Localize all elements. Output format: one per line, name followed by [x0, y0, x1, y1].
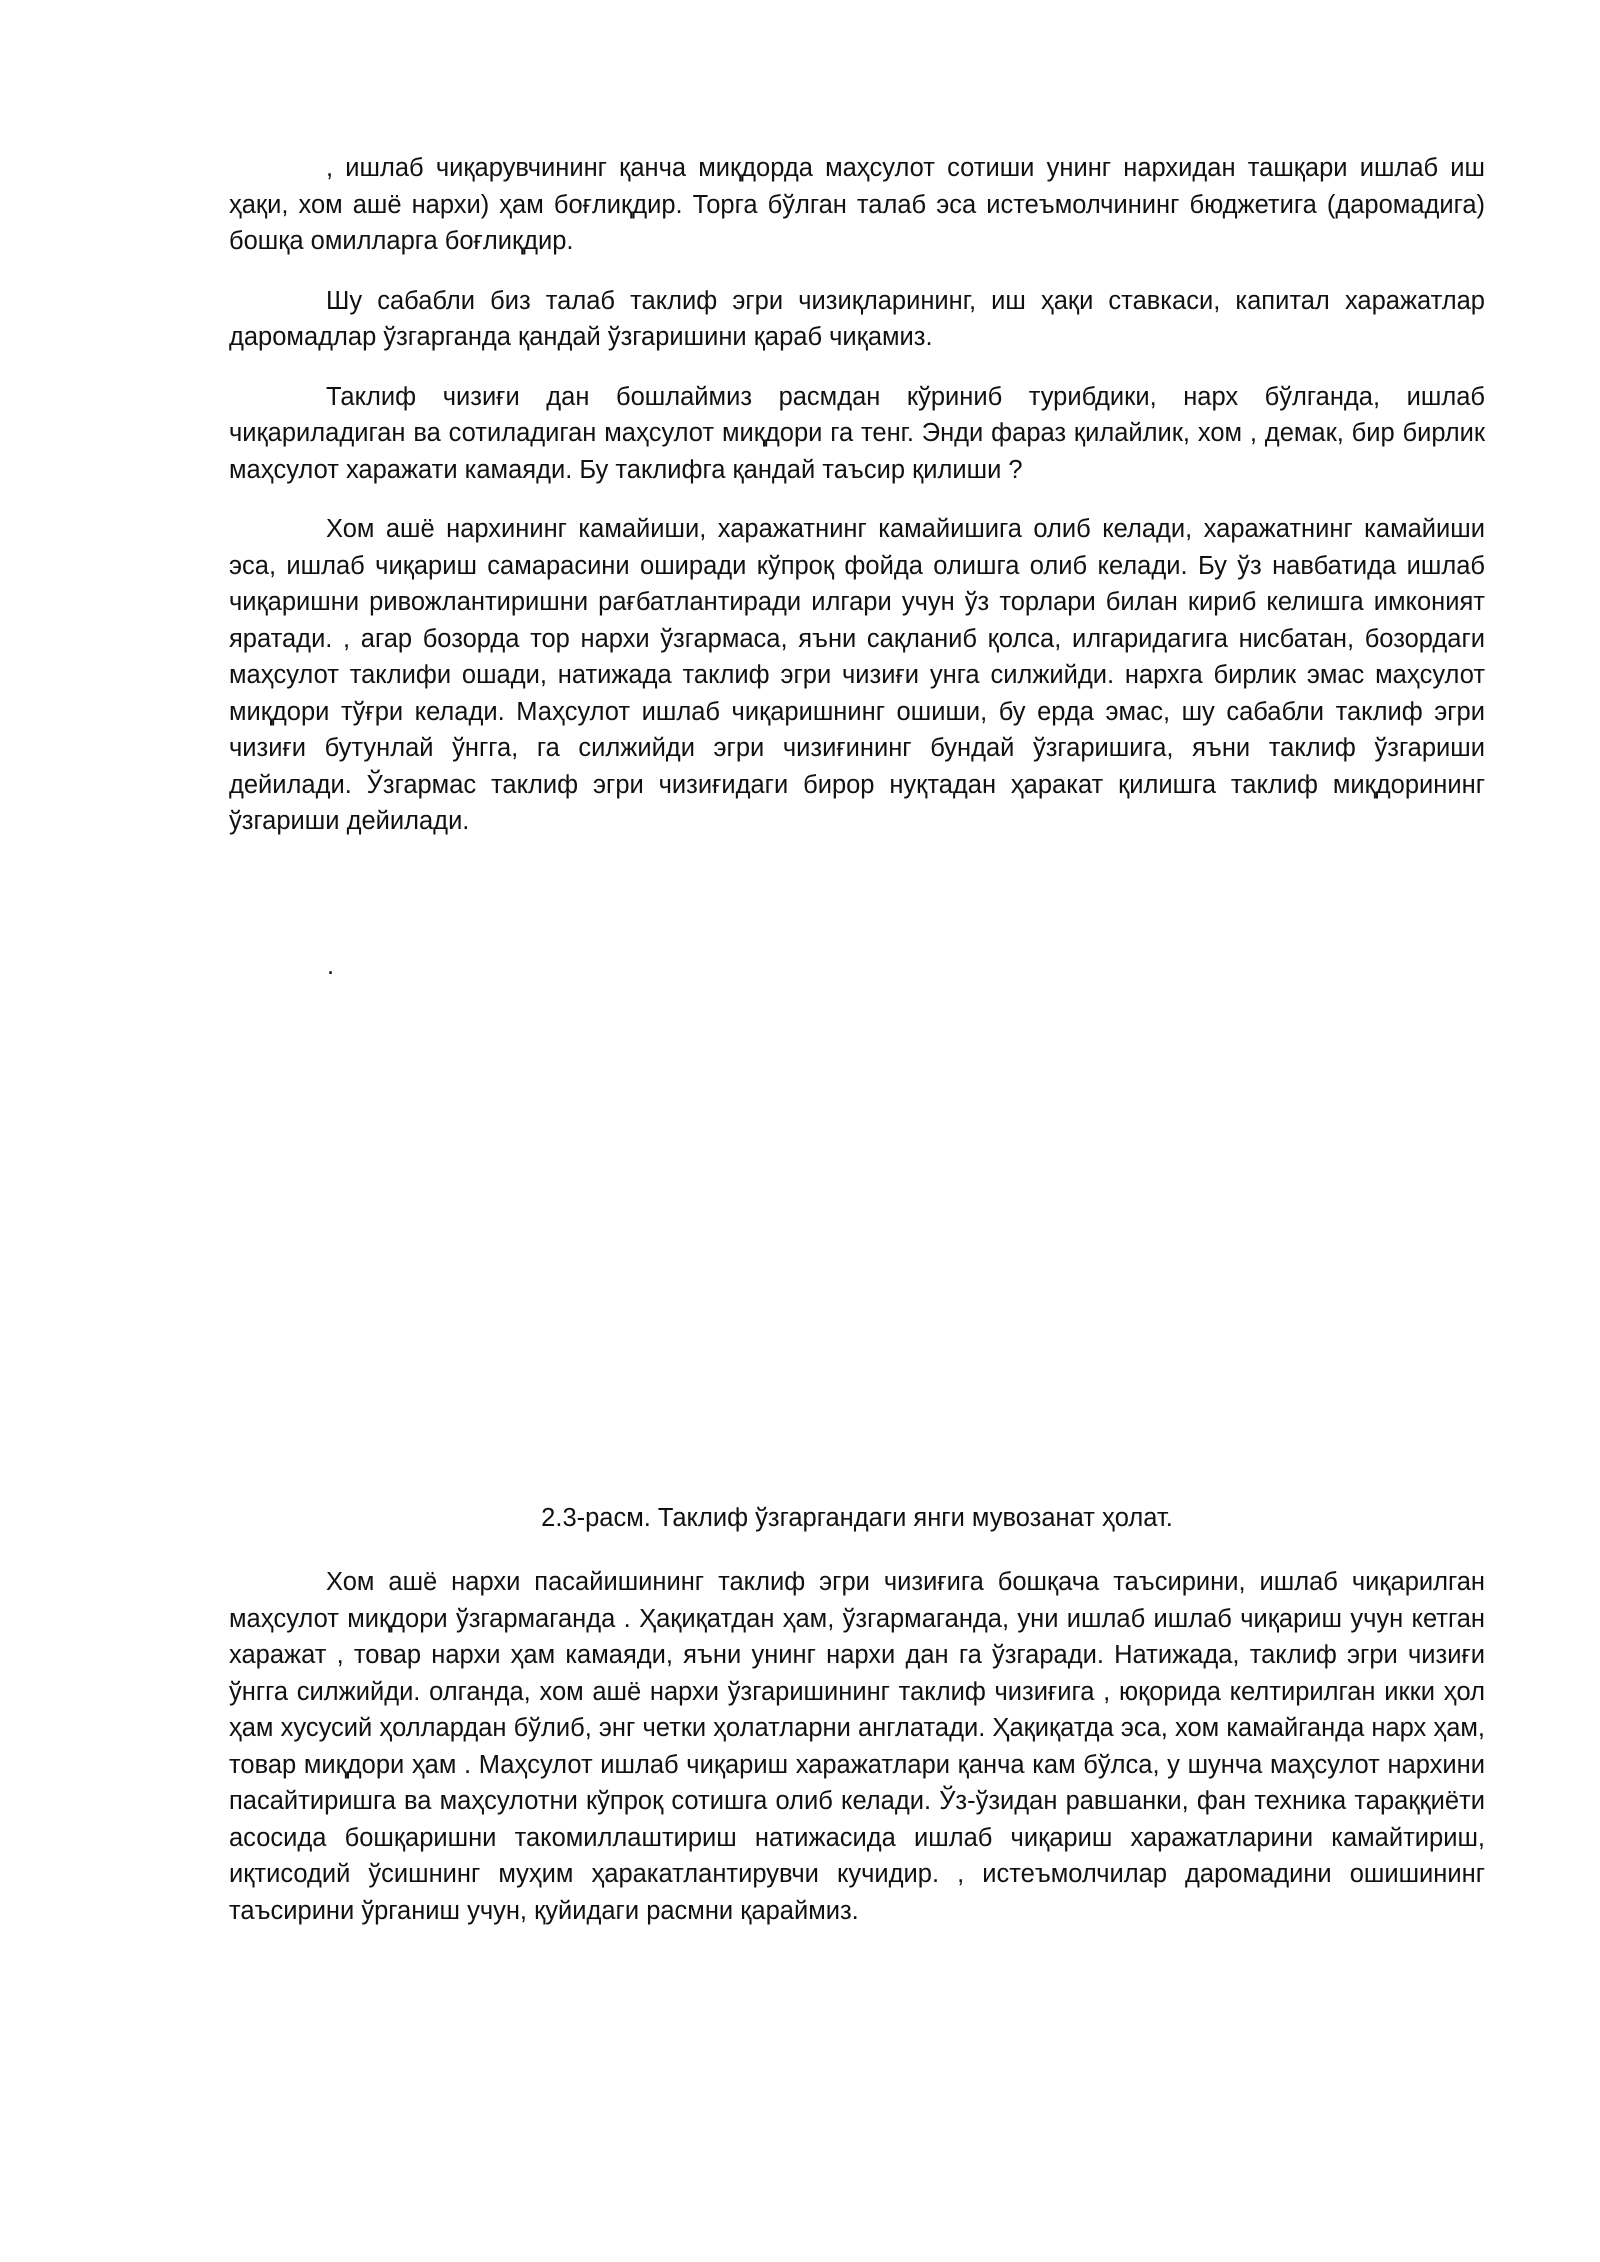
figure-placeholder — [229, 1000, 1485, 1480]
stray-dot: . — [327, 952, 335, 980]
body-text-top — [229, 150, 1485, 840]
paragraph: , ишлаб чиқарувчининг қанча миқдорда маҳсулот сотиши унинг нархидан ташқари ишлаб иш ҳақи, хом ашё нархи) ҳам боғлиқдир. Торга бўлган талаб эса истеъмолчининг бюджетига (даромадига) бошқа омилларга боғлиқдир. — [229, 154, 1485, 255]
body-text-bottom — [229, 1564, 1485, 1929]
paragraph: Хом ашё нархининг камайиши, харажатнинг камайишига олиб келади, харажатнинг камайиши эса, ишлаб чиқариш самарасини оширади кўпроқ фойда олишга олиб келади. Бу ўз навбатида ишлаб чиқаришни ривожлантиришни рағбатлантиради илгари учун ўз торлари билан кириб келишга имконият яратади. , агар бозорда тор нархи ўзгармаса, яъни сақланиб қолса, илгаридагига нисбатан, бозордаги маҳсулот таклифи ошади, натижада таклиф эгри чизиғи унга силжийди. нархга бирлик эмас маҳсулот миқдори тўғри келади. Маҳсулот ишлаб чиқаришнинг ошиши, бу ерда эмас, шу сабабли таклиф эгри чизиғи бутунлай ўнгга, га силжийди эгри чизиғининг бундай ўзгаришига, яъни таклиф ўзгариши дейилади. Ўзгармас таклиф эгри чизиғидаги бирор нуқтадан ҳаракат қилишга таклиф миқдорининг ўзгариши дейилади. — [229, 515, 1485, 835]
paragraph: Таклиф чизиғи дан бошлаймиз расмдан кўриниб турибдики, нарх бўлганда, ишлаб чиқариладиган ва сотиладиган маҳсулот миқдори га тенг. Энди фараз қилайлик, хом , демак, бир бирлик маҳсулот харажати камаяди. Бу таклифга қандай таъсир қилиши ? — [229, 382, 1485, 484]
paragraph: Хом ашё нархи пасайишининг таклиф эгри чизиғига бошқача таъсирини, ишлаб чиқарилган маҳсулот миқдори ўзгармаганда . Ҳақиқатдан ҳам, ўзгармаганда, уни ишлаб ишлаб чиқариш учун кетган харажат , товар нархи ҳам камаяди, яъни унинг нархи дан га ўзгаради. Натижада, таклиф эгри чизиғи ўнгга силжийди. олганда, хом ашё нархи ўзгаришининг таклиф чизиғига , юқорида келтирилган икки ҳол ҳам хусусий ҳоллардан бўлиб, энг четки ҳолатларни англатади. Ҳақиқатда эса, хом камайганда нарх ҳам, товар миқдори ҳам . Маҳсулот ишлаб чиқариш харажатлари қанча кам бўлса, у шунча маҳсулот нархини пасайтиришга ва маҳсулотни кўпроқ сотишга олиб келади. Ўз-ўзидан равшанки, фан техника тараққиёти асосида бошқаришни такомиллаштириш натижасида ишлаб чиқариш харажатларини камайтириш, иқтисодий ўсишнинг муҳим ҳаракатлантирувчи кучидир. , истеъмолчилар даромадини ошишининг таъсирини ўрганиш учун, қуйидаги расмни қараймиз. — [229, 1568, 1485, 1925]
figure-caption: 2.3-расм. Таклиф ўзгаргандаги янги мувозанат ҳолат. — [541, 1504, 1173, 1532]
paragraph: Шу сабабли биз талаб таклиф эгри чизиқларининг, иш ҳақи ставкаси, капитал харажатлар даромадлар ўзгарганда қандай ўзгаришини қараб чиқамиз. — [229, 286, 1485, 351]
